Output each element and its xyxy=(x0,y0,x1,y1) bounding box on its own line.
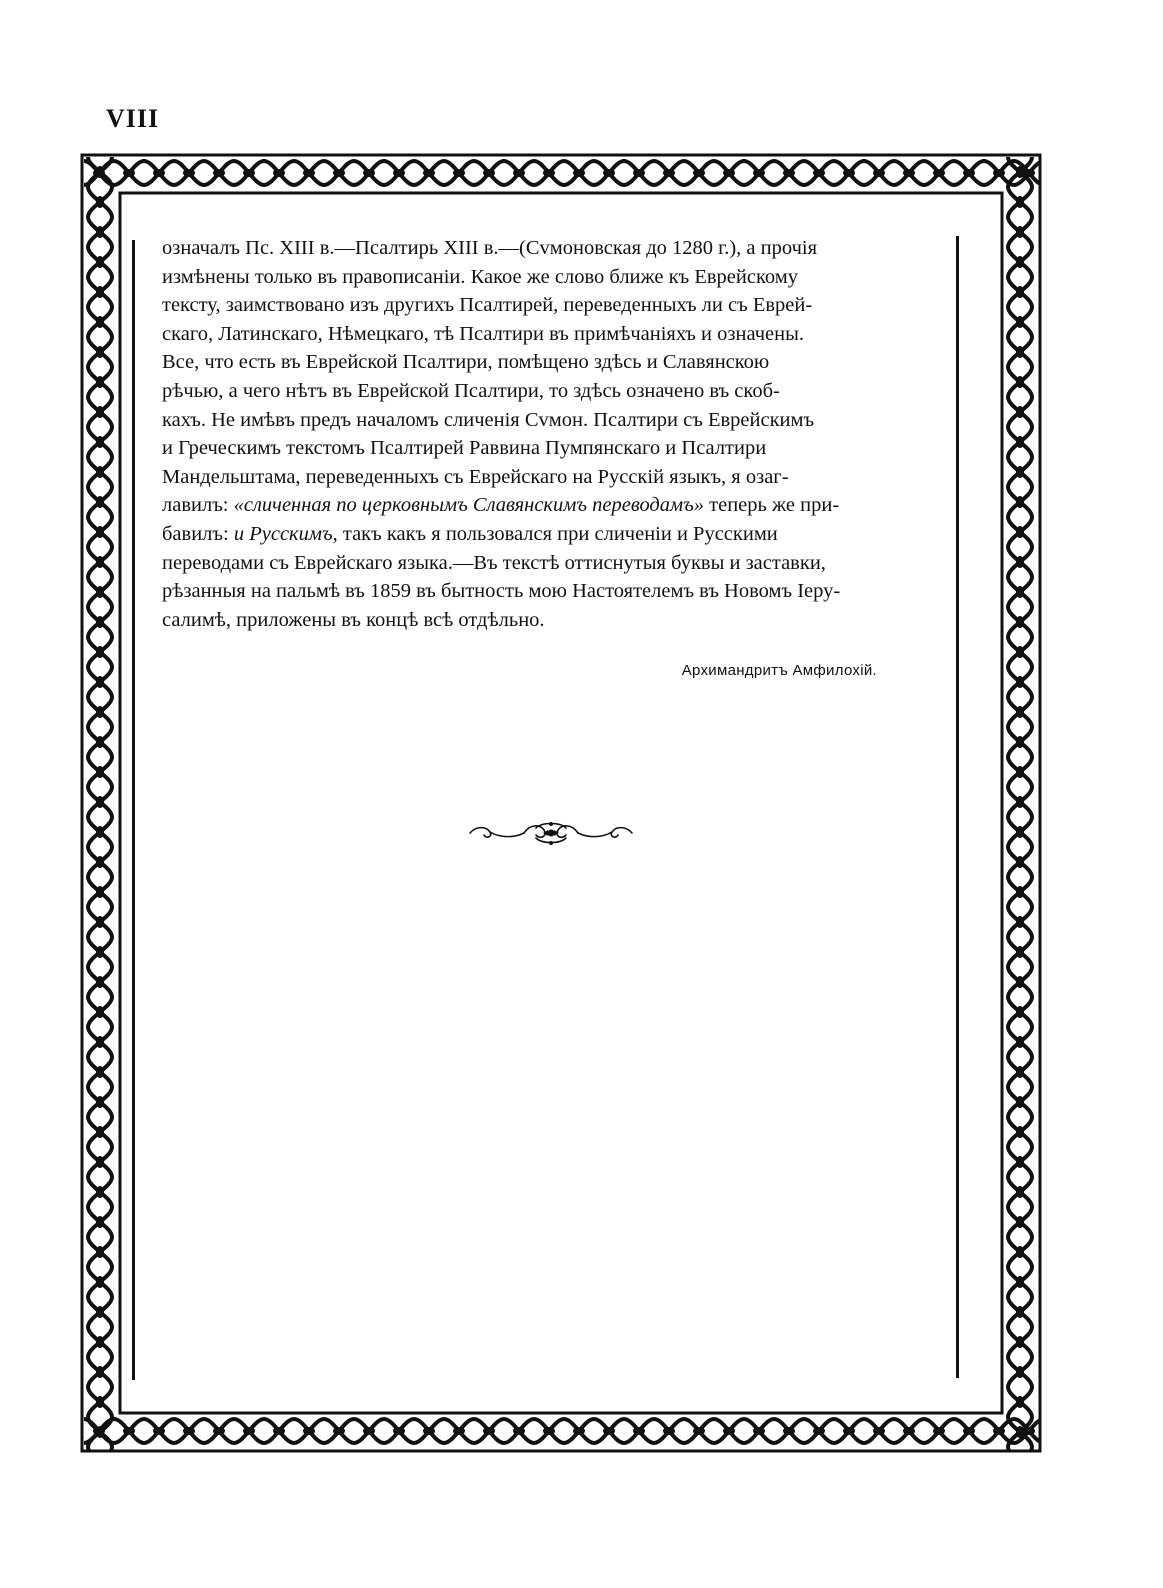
signature: Архимандритъ Амфилохій. xyxy=(681,662,877,679)
text-line: тексту, заимствовано изъ другихъ Псалтирей, переведенныхъ ли съ Еврей- xyxy=(162,294,813,317)
right-column-rule xyxy=(956,236,959,1378)
text-span: , такъ какъ я пользовался при сличеніи и Русскими xyxy=(332,522,778,545)
text-line: переводами съ Еврейскаго языка.—Въ текстѣ оттиснутыя буквы и заставки, xyxy=(162,551,826,574)
text-line: кахъ. Не имѣвъ предъ началомъ сличенія Сvмон. Псалтири съ Еврейскимъ xyxy=(162,408,815,431)
italic-title-quote: «сличенная по церковнымъ Славянскимъ переводамъ» xyxy=(233,494,705,517)
text-line: измѣнены только въ правописаніи. Какое же слово ближе къ Еврейскому xyxy=(162,265,798,288)
text-line: Мандельштама, переведенныхъ съ Еврейскаго на Русскій языкъ, я озаг- xyxy=(162,465,789,488)
text-span: теперь же при- xyxy=(704,494,840,517)
text-line: салимѣ, приложены въ концѣ всѣ отдѣльно. xyxy=(162,608,545,631)
text-span: бавилъ: xyxy=(162,522,234,545)
text-line: рѣчью, а чего нѣтъ въ Еврейской Псалтири, то здѣсь означено въ скоб- xyxy=(162,379,780,402)
text-line xyxy=(162,491,954,520)
italic-addition: и Русскимъ xyxy=(233,522,333,545)
text-line: Все, что есть въ Еврейской Псалтири, помѣщено здѣсь и Славянскою xyxy=(162,351,770,374)
preface-text xyxy=(162,234,954,634)
left-column-rule xyxy=(132,240,135,1380)
text-line: означалъ Пс. XIII в.—Псалтирь XIII в.—(Сvмоновская до 1280 г.), а прочія xyxy=(162,237,818,259)
text-line xyxy=(162,520,954,549)
text-line: скаго, Латинскаго, Нѣмецкаго, тѣ Псалтири въ примѣчаніяхъ и означены. xyxy=(162,322,804,345)
text-span: лавилъ: xyxy=(162,494,234,517)
page-number: VIII xyxy=(106,104,160,133)
ornamental-scroll-vignette-icon xyxy=(466,818,636,848)
text-line: рѣзанныя на пальмѣ въ 1859 въ бытность мою Настоятелемъ въ Новомъ Іеру- xyxy=(162,580,841,603)
text-line: и Греческимъ текстомъ Псалтирей Раввина Пумпянскаго и Псалтири xyxy=(162,437,767,460)
